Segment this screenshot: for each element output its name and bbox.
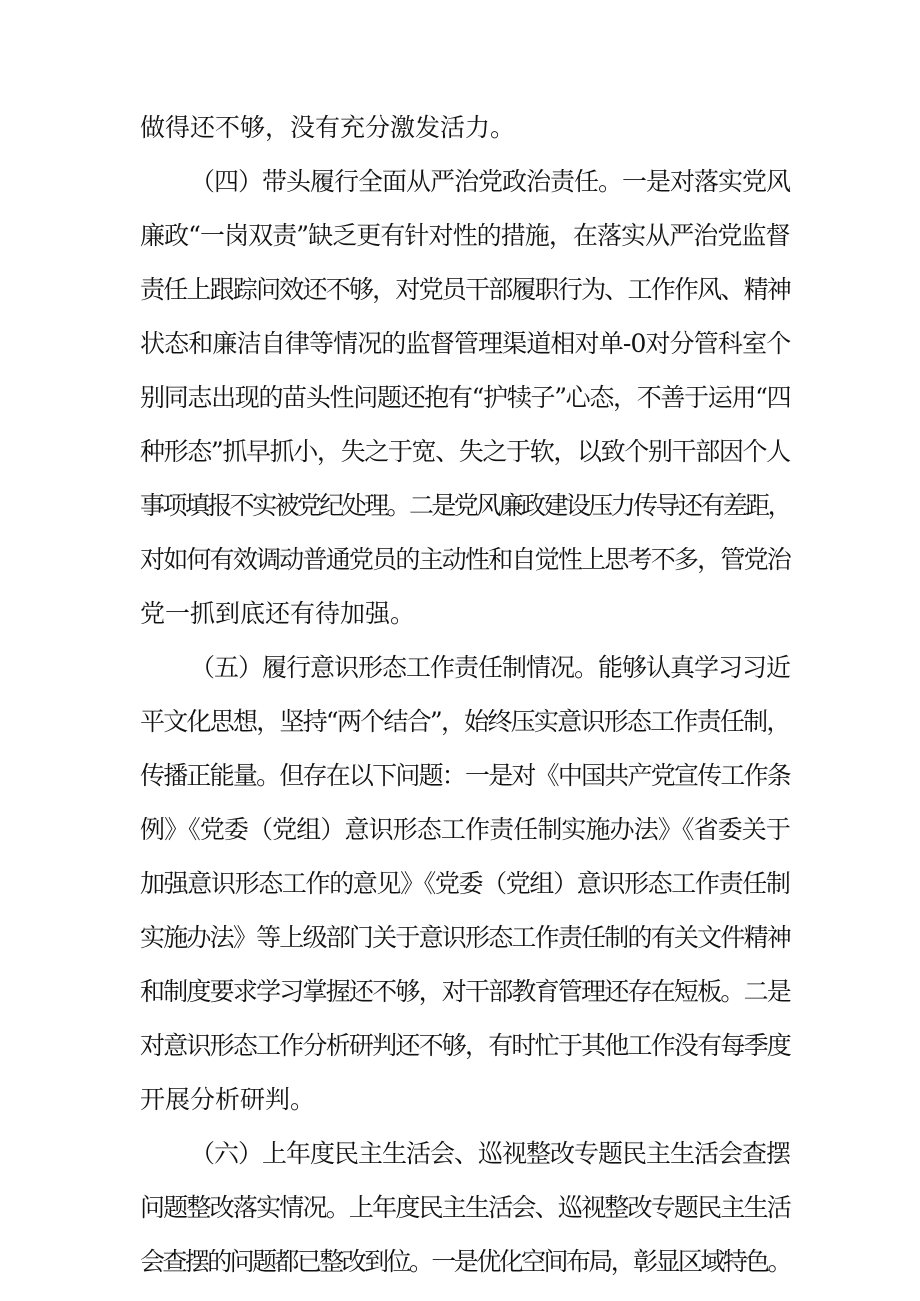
text-line: 问题整改落实情况。上年度民主生活会、巡视整改专题民主生活 — [140, 1193, 791, 1222]
text-line: 加强意识形态工作的意见》《党委（党组）意识形态工作责任制 — [140, 869, 790, 898]
paragraph-heading-6: （六）上年度民主生活会、巡视整改专题民主生活会查摆 — [190, 1139, 791, 1168]
text-line: 开展分析研判。 — [140, 1085, 316, 1114]
text-line: 做得还不够，没有充分激发活力。 — [140, 113, 516, 142]
text-line: 平文化思想，坚持“两个结合”，始终压实意识形态工作责任制， — [140, 707, 790, 736]
text-line: 党一抓到底还有待加强。 — [140, 599, 416, 628]
text-line: 会查摆的问题都已整改到位。一是优化空间布局，彰显区域特色。 — [140, 1247, 791, 1276]
text-line: 事项填报不实被党纪处理。二是党风廉政建设压力传导还有差距， — [140, 491, 791, 520]
text-line: 实施办法》等上级部门关于意识形态工作责任制的有关文件精神 — [140, 923, 791, 952]
paragraph-heading-4: （四）带头履行全面从严治党政治责任。一是对落实党风 — [190, 167, 791, 196]
paragraph-heading-5: （五）履行意识形态工作责任制情况。能够认真学习习近 — [190, 653, 791, 682]
text-line: 责任上跟踪问效还不够，对党员干部履职行为、工作作风、精神 — [140, 275, 791, 304]
text-line: 对如何有效调动普通党员的主动性和自觉性上思考不多，管党治 — [140, 545, 791, 574]
text-line: 例》《党委（党组）意识形态工作责任制实施办法》《省委关于 — [140, 815, 791, 844]
text-line: 传播正能量。但存在以下问题：一是对《中国共产党宣传工作条 — [140, 761, 791, 790]
text-line: 别同志出现的苗头性问题还抱有“护犊子”心态，不善于运用“四 — [140, 383, 791, 412]
text-line: 对意识形态工作分析研判还不够，有时忙于其他工作没有每季度 — [140, 1031, 791, 1060]
text-line: 廉政“一岗双责”缺乏更有针对性的措施，在落实从严治党监督 — [140, 221, 790, 250]
text-line: 和制度要求学习掌握还不够，对干部教育管理还存在短板。二是 — [140, 977, 791, 1006]
text-line: 状态和廉洁自律等情况的监督管理渠道相对单-0对分管科室个 — [140, 329, 791, 358]
text-line: 种形态”抓早抓小，失之于宽、失之于软，以致个别干部因个人 — [140, 437, 790, 466]
